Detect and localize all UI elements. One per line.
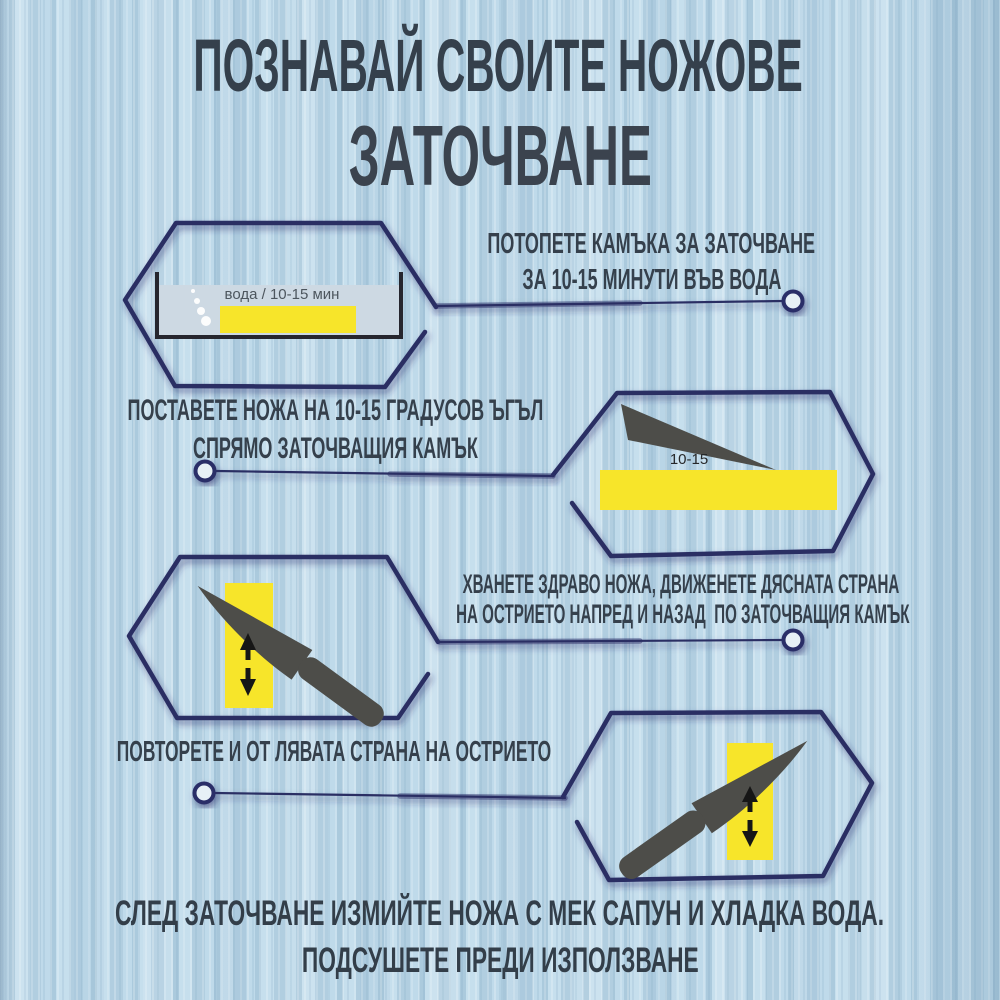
blade-angle-icon (600, 404, 837, 510)
step1-text-line1-text: ПОТОПЕТЕ КАМЪКА ЗА ЗАТОЧВАНЕ (487, 228, 815, 260)
whetstone-in-water-icon (220, 306, 356, 333)
page-subtitle-text: ЗАТОЧВАНЕ (348, 109, 652, 204)
step3-text-line2-text: НА ОСТРИЕТО НАПРЕД И НАЗАД ПО ЗАТОЧВАЩИЯ КАМЪК (456, 599, 910, 629)
step4-callout-ring (195, 784, 214, 803)
step1-text-line2-text: ЗА 10-15 МИНУТИ ВЪВ ВОДА (522, 264, 782, 296)
step1-callout-ring (784, 292, 803, 311)
water-time-label-text: вода / 10-15 мин (224, 286, 340, 303)
angle-degrees-label-text: 10-15 (669, 451, 709, 468)
footer-line2-text: ПОДСУШЕТЕ ПРЕДИ ИЗПОЛЗВАНЕ (301, 941, 699, 980)
whetstone-icon (600, 470, 837, 510)
sharpening-left-icon (607, 741, 827, 885)
water-bowl-icon (157, 272, 401, 337)
step4-callout-line (195, 784, 566, 803)
page-title-text: ПОЗНАВАЙ СВОИТЕ НОЖОВЕ (193, 24, 803, 107)
step2-text-line1-text: ПОСТАВЕТЕ НОЖА НА 10-15 ГРАДУСОВ ЪГЪЛ (127, 394, 543, 427)
step3-text-line1-text: ХВАНЕТЕ ЗДРАВО НОЖА, ДВИЖЕНЕТЕ ДЯСНАТА СТРАНА (462, 569, 900, 599)
step3-callout-ring (784, 631, 803, 650)
step4-text-line1-text: ПОВТОРЕТЕ И ОТ ЛЯВАТА СТРАНА НА ОСТРИЕТО (116, 736, 552, 768)
sharpening-right-icon (178, 583, 396, 732)
footer-line1-text: СЛЕД ЗАТОЧВАНЕ ИЗМИЙТЕ НОЖА С МЕК САПУН И ХЛАДКА ВОДА. (115, 894, 885, 933)
step3-callout-line (440, 631, 803, 650)
step2-text-line2-text: СПРЯМО ЗАТОЧВАЩИЯ КАМЪК (192, 432, 478, 465)
knife-icon (178, 586, 396, 733)
knife-icon-mirrored (607, 741, 827, 885)
